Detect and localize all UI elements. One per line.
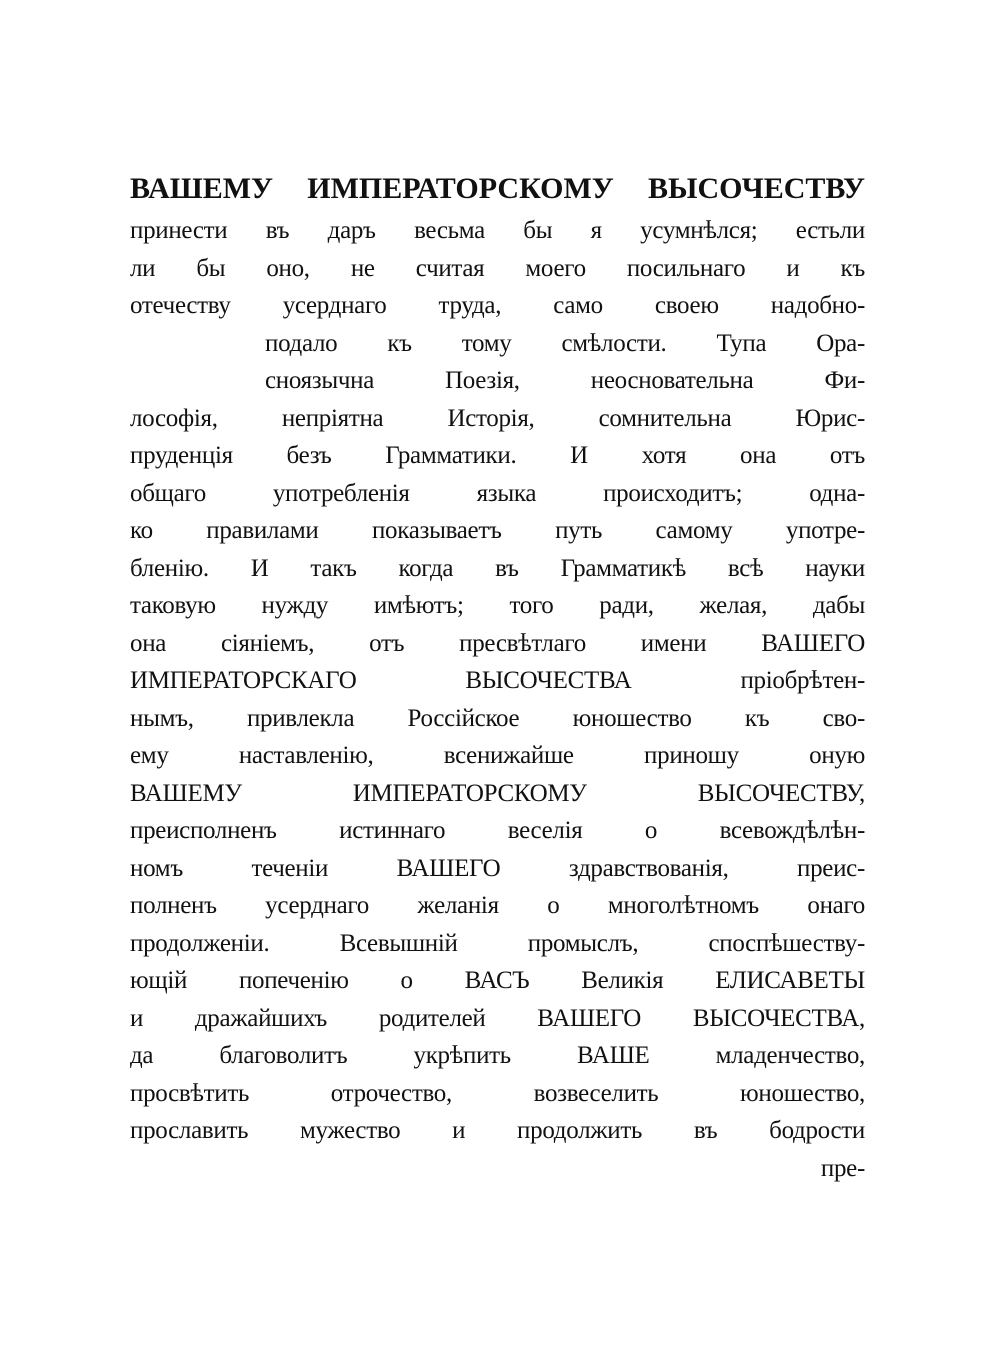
text-line: [130, 662, 865, 700]
text-line: [130, 587, 865, 625]
text-line: [130, 925, 865, 963]
text-line: [130, 1000, 865, 1038]
line-text: да благоволитъ укрѣпить ВАШЕ младенчество,: [130, 1042, 865, 1069]
text-line: [130, 1075, 865, 1113]
text-line: [130, 887, 865, 925]
document-page: [130, 166, 865, 1187]
text-line: [130, 287, 865, 325]
text-line: [130, 700, 865, 738]
line-text: и дражайшихъ родителей ВАШЕГО ВЫСОЧЕСТВА,: [130, 1004, 865, 1032]
catchword-text: пре-: [820, 1154, 865, 1182]
text-line: [130, 812, 865, 850]
text-line: [130, 512, 865, 550]
line-text: номъ теченіи ВАШЕГО здравствованія, преис-: [130, 854, 865, 882]
line-text: ВАШЕМУ ИМПЕРАТОРСКОМУ ВЫСОЧЕСТВУ,: [130, 779, 865, 807]
text-line: [130, 362, 865, 400]
line-text: просвѣтить отрочество, возвеселить юношество,: [130, 1079, 865, 1107]
line-text: принести въ даръ весьма бы я усумнѣлся; естьли: [130, 217, 865, 244]
text-line: [130, 250, 865, 288]
text-line: [130, 1037, 865, 1075]
heading-text: ВАШЕМУ ИМПЕРАТОРСКОМУ ВЫСОЧЕСТВУ: [130, 172, 865, 205]
text-line: [130, 400, 865, 438]
line-text: полненъ усерднаго желанія о многолѣтномъ онаго: [130, 892, 865, 919]
line-text: ющій попеченію о ВАСЪ Великія ЕЛИСАВЕТЫ: [130, 967, 865, 994]
line-text: подало къ тому смѣлости. Тупа Ора-: [265, 329, 865, 357]
text-line: [130, 850, 865, 888]
line-text: ко правилами показываетъ путь самому употре-: [130, 517, 865, 544]
line-text: она сіяніемъ, отъ пресвѣтлаго имени ВАШЕГО: [130, 629, 865, 657]
catchword: [130, 1150, 865, 1188]
text-line: [130, 475, 865, 513]
line-text: общаго употребленія языка происходитъ; одна-: [130, 479, 865, 507]
text-line: [130, 325, 865, 363]
line-text: ИМПЕРАТОРСКАГО ВЫСОЧЕСТВА пріобрѣтен-: [130, 667, 865, 694]
text-line: [130, 962, 865, 1000]
line-text: пруденція безъ Грамматики. И хотя она отъ: [130, 442, 865, 469]
text-line: [130, 737, 865, 775]
line-text: сноязычна Поезія, неосновательна Фи-: [265, 367, 865, 394]
text-line: [130, 212, 865, 250]
dedication-heading: [130, 166, 865, 212]
line-text: прославить мужество и продолжить въ бодрости: [130, 1117, 865, 1144]
text-line: [130, 625, 865, 663]
line-text: лософія, непріятна Исторія, сомнительна Юрис-: [130, 404, 865, 432]
line-text: таковую нужду имѣютъ; того ради, желая, дабы: [130, 592, 865, 619]
line-text: отечеству усерднаго труда, само своею надобно-: [130, 292, 865, 319]
line-text: преисполненъ истиннаго веселія о всевождѣлѣн-: [130, 817, 865, 844]
line-text: бленію. И такъ когда въ Грамматикѣ всѣ науки: [130, 554, 865, 582]
line-text: продолженіи. Всевышній промыслъ, споспѣшеству-: [130, 929, 865, 957]
text-line: [130, 775, 865, 813]
text-line: [130, 1112, 865, 1150]
line-text: нымъ, привлекла Россійское юношество къ сво-: [130, 704, 865, 732]
line-text: ему наставленію, всенижайше приношу оную: [130, 742, 865, 769]
line-text: ли бы оно, не считая моего посильнаго и къ: [130, 254, 865, 282]
text-line: [130, 437, 865, 475]
text-line: [130, 550, 865, 588]
